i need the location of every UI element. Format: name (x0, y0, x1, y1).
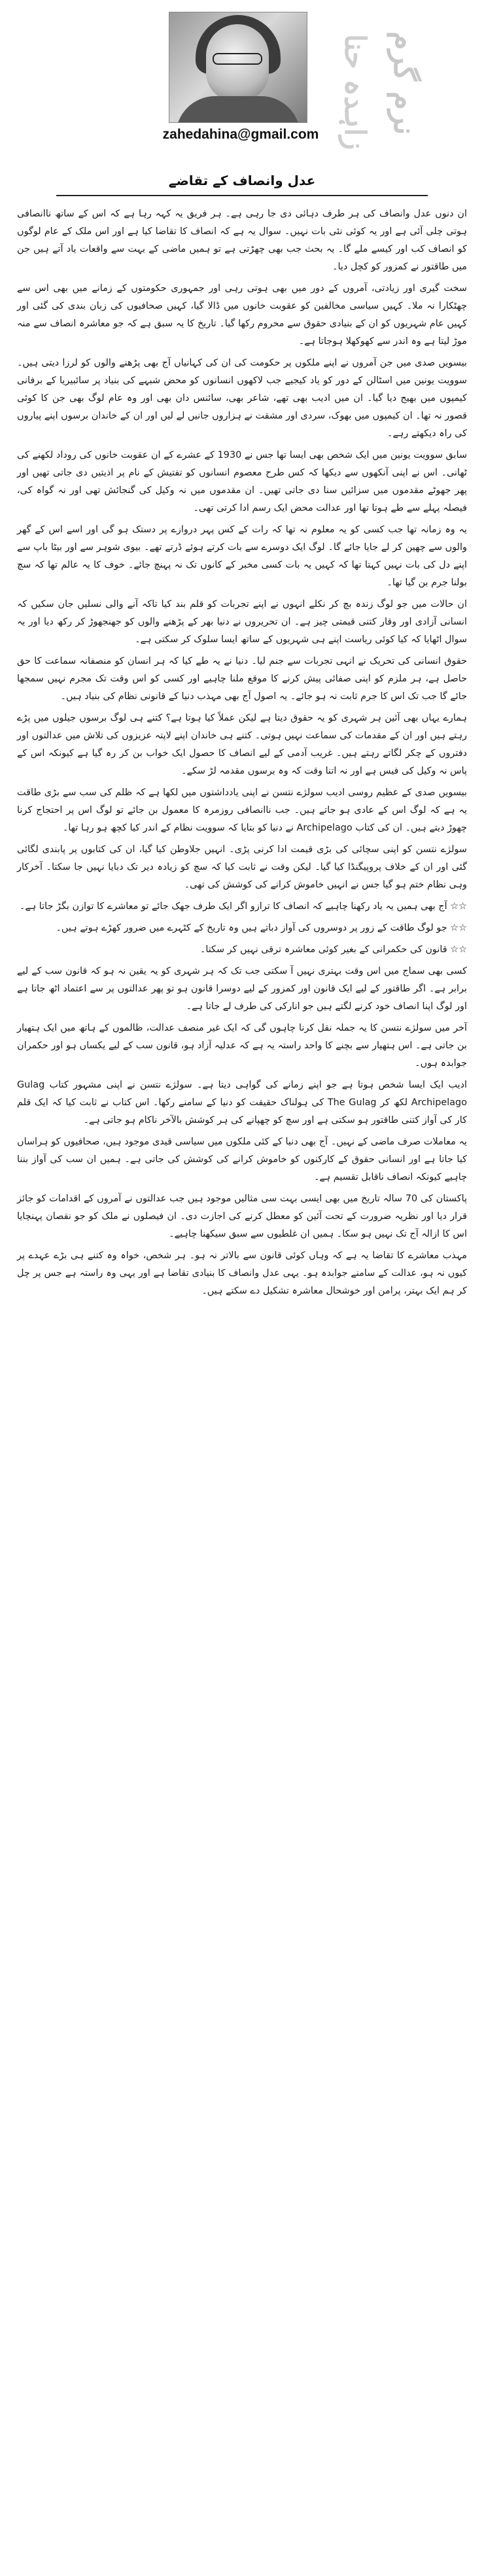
paragraph: ان دنوں عدل وانصاف کی ہر طرف دہائی دی جا رہی ہے۔ ہر فریق یہ کہہ رہا ہے کہ اس کے ساتھ ناانصافی ہوتی چلی آئی ہے اور یہ کوئی نئی بات نہیں۔ سوال یہ ہے کہ انصاف کا تقاضا کیا ہے اور اس ملک کے عام لوگوں کو انصاف کب اور کیسے ملے گا۔ یہ بحث جب بھی چھڑتی ہے تو ہمیں ماضی کے بہت سے واقعات یاد آتے ہیں جن میں طاقتور نے کمزور کو کچل دیا۔ (17, 209, 467, 272)
author-name: زاہدہ حنا (338, 34, 372, 150)
paragraph: ان حالات میں جو لوگ زندہ بچ کر نکلے انہوں نے اپنے تجربات کو قلم بند کیا تاکہ آنے والی نسلیں جان سکیں کہ انسانی آزادی اور وقار کتنی قیمتی چیز ہے۔ ان تحریروں نے دنیا بھر کے پڑھنے والوں کو جھنجھوڑ کر رکھ دیا اور یہ سوال اٹھایا کہ کیا کوئی ریاست اپنے ہی شہریوں کے ساتھ ایسا سلوک کر سکتی ہے۔ (17, 599, 467, 645)
column-logo-text: نرم گرم (387, 31, 423, 135)
author-photo (169, 12, 307, 123)
paragraph: حقوق انسانی کی تحریک نے انہی تجربات سے جنم لیا۔ دنیا نے یہ طے کیا کہ ہر انسان کو منصفانہ سماعت کا حق حاصل ہے، ہر ملزم کو اپنی صفائی پیش کرنے کا موقع ملنا چاہیے اور کسی کو اس وقت تک مجرم نہیں سمجھا جائے گا جب تک اس کا جرم ثابت نہ ہو جائے۔ یہ اصول آج بھی مہذب دنیا کے قانونی نظام کی بنیاد ہیں۔ (17, 656, 467, 702)
article-body (17, 205, 467, 1300)
photo-shoulders (176, 96, 300, 123)
paragraph: آخر میں سولژے نتسن کا یہ جملہ نقل کرنا چاہوں گی کہ ایک غیر منصف عدالت، ظالموں کے ہاتھ میں ایک ہتھیار بن جاتی ہے۔ اس ہتھیار سے بچنے کا واحد راستہ یہ ہے کہ عدلیہ آزاد ہو، قانون سب کے لیے یکساں ہو اور حکمران جوابدہ ہوں۔ (17, 1023, 467, 1069)
column-logo (369, 14, 441, 152)
headline-divider (56, 195, 428, 196)
paragraph: پاکستان کی 70 سالہ تاریخ میں بھی ایسی بہت سی مثالیں موجود ہیں جب عدالتوں نے آمروں کے اقدامات کو جائز قرار دیا اور نظریہ ضرورت کے تحت آئین کو معطل کرنے کی اجازت دی۔ ان فیصلوں نے ملک کو جو نقصان پہنچایا اس کا ازالہ آج تک نہیں ہو سکا۔ ہمیں ان غلطیوں سے سبق سیکھنا چاہیے۔ (17, 1194, 467, 1239)
article-headline: عدل وانصاف کے تقاضے (168, 173, 316, 188)
paragraph: کسی بھی سماج میں اس وقت بہتری نہیں آ سکتی جب تک کہ ہر شہری کو یہ یقین نہ ہو کہ قانون سب کے لیے برابر ہے۔ اگر طاقتور کے لیے ایک قانون اور کمزور کے لیے دوسرا قانون ہو تو پھر عدالتوں پر سے اعتماد اٹھ جاتا ہے اور لوگ اپنا انصاف خود کرنے لگتے ہیں جو انارکی کی طرف لے جاتا ہے۔ (17, 966, 467, 1012)
bullet-paragraph: ☆☆ قانون کی حکمرانی کے بغیر کوئی معاشرہ ترقی نہیں کر سکتا۔ (199, 944, 467, 955)
paragraph: بیسویں صدی کے عظیم روسی ادیب سولژے نتسن نے اپنی یادداشتوں میں لکھا ہے کہ ظلم کی سب سے بڑی طاقت یہ ہے کہ لوگ اس کے عادی ہو جاتے ہیں۔ جب ناانصافی روزمرہ کا معمول بن جائے تو لوگ اس پر احتجاج کرنا چھوڑ دیتے ہیں۔ ان کی کتاب Archipelago نے دنیا کو بتایا کہ سوویت نظام کے اندر کیا کچھ ہو رہا تھا۔ (17, 787, 467, 833)
paragraph: یہ معاملات صرف ماضی کے نہیں۔ آج بھی دنیا کے کئی ملکوں میں سیاسی قیدی موجود ہیں، صحافیوں کو ہراساں کیا جاتا ہے اور انسانی حقوق کے کارکنوں کو خاموش کرانے کی کوشش کی جاتی ہے۔ ہمیں ان سب کی آواز بننا چاہیے کیونکہ انصاف ناقابل تقسیم ہے۔ (17, 1137, 467, 1182)
bullet-paragraph: ☆☆ جو لوگ طاقت کے زور پر دوسروں کی آواز دباتے ہیں وہ تاریخ کے کٹہرے میں ضرور کھڑے ہوتے ہیں۔ (56, 923, 467, 933)
paragraph: ہمارے یہاں بھی آئین ہر شہری کو یہ حقوق دیتا ہے لیکن عملاً کیا ہوتا ہے؟ کتنے ہی لوگ برسوں جیلوں میں پڑے رہتے ہیں اور ان کے مقدمات کی سماعت نہیں ہوتی۔ کتنے ہی خاندان اپنے لاپتہ عزیزوں کی تلاش میں عدالتوں اور دفتروں کے چکر لگاتے رہتے ہیں۔ غریب آدمی کے لیے انصاف کا حصول ایک خواب بن کر رہ گیا ہے کیونکہ اس کے پاس نہ وکیل کی فیس ہے اور نہ اتنا وقت کہ وہ برسوں مقدمہ لڑ سکے۔ (17, 713, 467, 776)
paragraph: ادیب ایک ایسا شخص ہوتا ہے جو اپنے زمانے کی گواہی دیتا ہے۔ سولژے نتسن نے اپنی مشہور کتاب Gulag Archipelago لکھ کر The Gulag کی ہولناک حقیقت کو دنیا کے سامنے رکھا۔ اس کتاب نے ثابت کیا کہ ایک قلم کار کی آواز کتنی طاقتور ہو سکتی ہے اور سچ کو چھپانے کی ہر کوشش بالآخر ناکام ہو جاتی ہے۔ (17, 1080, 468, 1125)
bullet-paragraph: ☆☆ آج بھی ہمیں یہ یاد رکھنا چاہیے کہ انصاف کا ترازو اگر ایک طرف جھک جائے تو معاشرے کا توازن بگڑ جاتا ہے۔ (19, 901, 467, 912)
author-email[interactable]: zahedahina@gmail.com (162, 127, 319, 142)
photo-glasses (213, 53, 262, 65)
column-masthead (17, 8, 467, 162)
paragraph: یہ وہ زمانہ تھا جب کسی کو یہ معلوم نہ تھا کہ رات کے کس پہر دروازے پر دستک ہو گی اور اسے اس کے گھر والوں سے چھین کر لے جایا جائے گا۔ لوگ ایک دوسرے سے بات کرتے ہوئے ڈرتے تھے۔ بیوی شوہر سے اور بیٹا باپ سے اپنے دل کی بات نہیں کہتا تھا کہ کہیں یہ بات کسی مخبر کے کانوں تک نہ پہنچ جائے۔ خوف کا یہ عالم تھا کہ سچ بولنا جرم بن گیا تھا۔ (17, 524, 467, 588)
paragraph: سخت گیری اور زیادتی، آمروں کے دور میں بھی ہوتی رہی اور جمہوری حکومتوں کے زمانے میں بھی اس سے چھٹکارا نہ ملا۔ کہیں سیاسی مخالفین کو عقوبت خانوں میں ڈالا گیا، کہیں صحافیوں کی زبان بندی کی گئی اور کہیں عام شہریوں کو ان کے بنیادی حقوق سے محروم رکھا گیا۔ تاریخ کا یہ سبق ہے کہ جو معاشرہ انصاف سے منہ موڑ لیتا ہے وہ اندر سے کھوکھلا ہوجاتا ہے۔ (17, 283, 467, 347)
paragraph: سولژے نتسن کو اپنی سچائی کی بڑی قیمت ادا کرنی پڑی۔ انہیں جلاوطن کیا گیا، ان کی کتابوں پر پابندی لگائی گئی اور ان کے خلاف پروپیگنڈا کیا گیا۔ لیکن وقت نے ثابت کیا کہ سچ کو زیادہ دیر تک دبایا نہیں جا سکتا۔ آخرکار وہی نظام ختم ہو گیا جس نے انہیں خاموش کرانے کی کوشش کی تھی۔ (17, 844, 467, 890)
paragraph: بیسویں صدی میں جن آمروں نے اپنے ملکوں پر حکومت کی ان کی کہانیاں آج بھی پڑھنے والوں کو لرزا دیتی ہیں۔ سوویت یونین میں اسٹالن کے دور کو یاد کیجیے جب لاکھوں انسانوں کو محض شبہے کی بنیاد پر سائبیریا کے برفانی کیمپوں میں بھیج دیا گیا۔ ان میں ادیب بھی تھے، شاعر بھی، سائنس دان بھی اور وہ عام لوگ بھی جن کا کوئی قصور نہ تھا۔ ان کیمپوں میں بھوک، سردی اور مشقت نے ہزاروں جانیں لے لیں اور ان کے خاندان برسوں اپنے پیاروں کی راہ دیکھتے رہے۔ (17, 358, 467, 439)
paragraph: سابق سوویت یونین میں ایک شخص بھی ایسا تھا جس نے 1930 کے عشرے کے ان عقوبت خانوں کی روداد لکھنے کی ٹھانی۔ اس نے اپنی آنکھوں سے دیکھا کہ کس طرح معصوم انسانوں کو تفتیش کے نام پر اذیتیں دی جاتی تھیں اور پھر جھوٹے مقدموں میں سزائیں سنا دی جاتی تھیں۔ ان مقدموں میں نہ وکیل کی گنجائش تھی اور نہ گواہ کی، فیصلہ پہلے سے طے ہوتا تھا اور عدالت محض ایک رسم ادا کرتی تھی۔ (17, 450, 468, 513)
paragraph: مہذب معاشرے کا تقاضا یہ ہے کہ وہاں کوئی قانون سے بالاتر نہ ہو۔ ہر شخص، خواہ وہ کتنے ہی بڑے عہدے پر کیوں نہ ہو، عدالت کے سامنے جوابدہ ہو۔ یہی عدل وانصاف کا بنیادی تقاضا ہے اور یہی وہ راستہ ہے جس پر چل کر ہم ایک بہتر، پرامن اور خوشحال معاشرہ تشکیل دے سکتے ہیں۔ (17, 1250, 467, 1296)
